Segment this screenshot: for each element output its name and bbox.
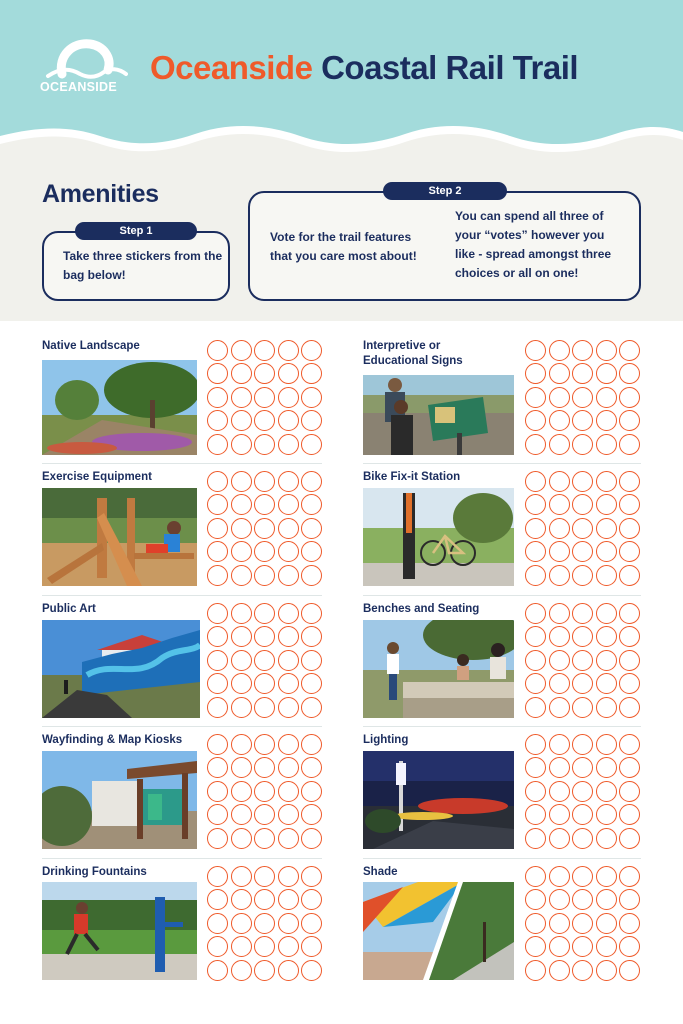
vote-circle[interactable] [596, 673, 617, 694]
vote-circle[interactable] [278, 697, 299, 718]
vote-circle[interactable] [254, 565, 275, 586]
vote-circle[interactable] [549, 936, 570, 957]
amenity-title: Bike Fix-it Station [363, 471, 461, 483]
vote-circle[interactable] [596, 889, 617, 910]
vote-circle[interactable] [231, 494, 252, 515]
vote-circle[interactable] [254, 828, 275, 849]
vote-circle[interactable] [278, 387, 299, 408]
vote-circle[interactable] [278, 603, 299, 624]
vote-circle[interactable] [525, 363, 546, 384]
vote-circle[interactable] [619, 541, 640, 562]
vote-circle[interactable] [596, 471, 617, 492]
vote-circle[interactable] [254, 518, 275, 539]
vote-circle[interactable] [572, 518, 593, 539]
vote-circle[interactable] [596, 757, 617, 778]
vote-circle[interactable] [254, 936, 275, 957]
vote-circle[interactable] [596, 866, 617, 887]
vote-circle[interactable] [572, 387, 593, 408]
vote-circle[interactable] [619, 434, 640, 455]
vote-circle[interactable] [207, 340, 228, 361]
vote-circle[interactable] [549, 603, 570, 624]
vote-circle[interactable] [254, 804, 275, 825]
vote-circle[interactable] [572, 757, 593, 778]
vote-circle[interactable] [207, 781, 228, 802]
vote-circle[interactable] [596, 340, 617, 361]
vote-circle[interactable] [301, 494, 322, 515]
vote-circle[interactable] [596, 960, 617, 981]
row-divider [42, 858, 322, 859]
row-divider [363, 595, 641, 596]
vote-circle[interactable] [254, 889, 275, 910]
vote-circle[interactable] [525, 494, 546, 515]
vote-circle[interactable] [572, 340, 593, 361]
vote-circle[interactable] [549, 565, 570, 586]
vote-circle[interactable] [231, 650, 252, 671]
vote-circle[interactable] [525, 697, 546, 718]
oceanside-logo [40, 38, 128, 98]
step1-label: Step 1 [75, 222, 197, 240]
vote-circle[interactable] [572, 565, 593, 586]
vote-circle[interactable] [301, 828, 322, 849]
vote-circle[interactable] [301, 734, 322, 755]
vote-circle[interactable] [301, 889, 322, 910]
vote-circle[interactable] [301, 626, 322, 647]
vote-circle[interactable] [301, 541, 322, 562]
vote-circle[interactable] [254, 340, 275, 361]
vote-circle[interactable] [278, 471, 299, 492]
vote-circle[interactable] [525, 471, 546, 492]
vote-circle[interactable] [231, 410, 252, 431]
vote-circle[interactable] [525, 889, 546, 910]
vote-circle[interactable] [207, 626, 228, 647]
title-trail: Coastal Rail Trail [321, 49, 579, 86]
vote-circle[interactable] [549, 960, 570, 981]
vote-circle[interactable] [278, 434, 299, 455]
row-divider [42, 726, 322, 727]
step2-text-left: Vote for the trail features that you care most about! [270, 230, 417, 263]
drinking-fountains-photo [42, 882, 197, 980]
vote-circle[interactable] [596, 913, 617, 934]
vote-circle[interactable] [596, 518, 617, 539]
vote-circle[interactable] [596, 697, 617, 718]
vote-circle[interactable] [207, 804, 228, 825]
vote-circle[interactable] [231, 340, 252, 361]
vote-circle[interactable] [254, 960, 275, 981]
vote-circle[interactable] [572, 913, 593, 934]
vote-circle[interactable] [207, 410, 228, 431]
vote-circle[interactable] [596, 541, 617, 562]
vote-circle[interactable] [525, 866, 546, 887]
vote-circle[interactable] [525, 960, 546, 981]
step2-label: Step 2 [383, 182, 507, 200]
vote-circle[interactable] [525, 565, 546, 586]
vote-circle[interactable] [619, 913, 640, 934]
row-divider [42, 595, 322, 596]
vote-circle[interactable] [572, 494, 593, 515]
vote-circle[interactable] [254, 697, 275, 718]
vote-circle[interactable] [549, 828, 570, 849]
vote-circle[interactable] [596, 734, 617, 755]
vote-circle[interactable] [619, 565, 640, 586]
vote-circle[interactable] [301, 913, 322, 934]
vote-circle[interactable] [549, 757, 570, 778]
vote-circle[interactable] [278, 757, 299, 778]
vote-circle[interactable] [525, 603, 546, 624]
vote-circle[interactable] [549, 804, 570, 825]
amenity-title: Public Art [42, 603, 96, 615]
vote-circle[interactable] [278, 518, 299, 539]
vote-circle[interactable] [254, 541, 275, 562]
vote-circle[interactable] [278, 673, 299, 694]
vote-circle[interactable] [301, 363, 322, 384]
amenity-title: Wayfinding & Map Kiosks [42, 734, 183, 746]
row-divider [363, 726, 641, 727]
vote-circle[interactable] [572, 650, 593, 671]
shade-photo [363, 882, 514, 980]
vote-circle[interactable] [301, 936, 322, 957]
vote-circle[interactable] [301, 673, 322, 694]
vote-circle[interactable] [278, 936, 299, 957]
vote-circle[interactable] [619, 828, 640, 849]
vote-circle[interactable] [572, 866, 593, 887]
vote-circle[interactable] [549, 410, 570, 431]
vote-circle[interactable] [619, 363, 640, 384]
vote-circle[interactable] [549, 781, 570, 802]
vote-circle[interactable] [301, 565, 322, 586]
vote-circle[interactable] [572, 673, 593, 694]
vote-circle[interactable] [301, 471, 322, 492]
vote-circle[interactable] [549, 494, 570, 515]
vote-circle[interactable] [254, 781, 275, 802]
vote-circle[interactable] [596, 410, 617, 431]
vote-circle[interactable] [619, 673, 640, 694]
vote-circle[interactable] [231, 387, 252, 408]
vote-circle[interactable] [301, 518, 322, 539]
vote-circle[interactable] [525, 626, 546, 647]
vote-circle[interactable] [207, 828, 228, 849]
vote-circle[interactable] [596, 626, 617, 647]
vote-circle[interactable] [301, 434, 322, 455]
exercise-equipment-photo [42, 488, 197, 586]
vote-circle[interactable] [231, 936, 252, 957]
vote-circle[interactable] [278, 410, 299, 431]
vote-circle[interactable] [254, 866, 275, 887]
vote-circle[interactable] [596, 650, 617, 671]
vote-circle[interactable] [525, 757, 546, 778]
vote-circle[interactable] [525, 828, 546, 849]
vote-circle[interactable] [254, 434, 275, 455]
vote-circle[interactable] [525, 387, 546, 408]
vote-circle[interactable] [596, 434, 617, 455]
vote-circle[interactable] [207, 471, 228, 492]
vote-circle[interactable] [549, 734, 570, 755]
vote-circle[interactable] [619, 936, 640, 957]
vote-circle[interactable] [207, 936, 228, 957]
vote-circle[interactable] [254, 387, 275, 408]
vote-circle[interactable] [254, 363, 275, 384]
vote-circle[interactable] [525, 434, 546, 455]
vote-circle[interactable] [619, 650, 640, 671]
row-divider [363, 858, 641, 859]
vote-circle[interactable] [254, 603, 275, 624]
vote-circle[interactable] [254, 626, 275, 647]
vote-circle[interactable] [207, 603, 228, 624]
vote-circle[interactable] [207, 960, 228, 981]
vote-circle[interactable] [207, 387, 228, 408]
vote-circle[interactable] [278, 781, 299, 802]
vote-circle[interactable] [596, 494, 617, 515]
vote-circle[interactable] [301, 757, 322, 778]
vote-circle[interactable] [619, 626, 640, 647]
vote-circle[interactable] [231, 673, 252, 694]
vote-circle[interactable] [525, 673, 546, 694]
vote-circle[interactable] [619, 866, 640, 887]
vote-circle[interactable] [572, 781, 593, 802]
vote-circle[interactable] [207, 494, 228, 515]
vote-circle[interactable] [596, 936, 617, 957]
vote-circle[interactable] [207, 913, 228, 934]
vote-circle[interactable] [231, 960, 252, 981]
amenity-title: Interpretive or Educational Signs [363, 340, 463, 367]
vote-circle[interactable] [549, 471, 570, 492]
vote-circle[interactable] [278, 363, 299, 384]
vote-circle[interactable] [525, 734, 546, 755]
vote-circle[interactable] [572, 434, 593, 455]
row-divider [363, 463, 641, 464]
vote-circle[interactable] [619, 697, 640, 718]
vote-circle[interactable] [231, 518, 252, 539]
vote-circle[interactable] [525, 913, 546, 934]
vote-circle[interactable] [254, 494, 275, 515]
vote-circle[interactable] [596, 804, 617, 825]
vote-circle[interactable] [278, 734, 299, 755]
vote-circle[interactable] [231, 565, 252, 586]
vote-circle[interactable] [525, 518, 546, 539]
vote-circle[interactable] [301, 781, 322, 802]
vote-circle[interactable] [231, 697, 252, 718]
native-landscape-photo [42, 360, 197, 455]
vote-circle[interactable] [207, 541, 228, 562]
amenity-title: Drinking Fountains [42, 866, 147, 878]
vote-circle[interactable] [231, 828, 252, 849]
vote-circle[interactable] [231, 626, 252, 647]
vote-circle[interactable] [596, 828, 617, 849]
amenity-title: Native Landscape [42, 340, 140, 352]
vote-circle[interactable] [572, 828, 593, 849]
vote-circle[interactable] [278, 565, 299, 586]
vote-circle[interactable] [619, 340, 640, 361]
vote-circle[interactable] [301, 410, 322, 431]
vote-circle[interactable] [525, 541, 546, 562]
vote-circle[interactable] [525, 340, 546, 361]
vote-circle[interactable] [619, 471, 640, 492]
vote-circle[interactable] [572, 410, 593, 431]
vote-circle[interactable] [549, 518, 570, 539]
step2-text-right: You can spend all three of your “votes” however you like - spread amongst three choices or all on one! [455, 209, 612, 280]
vote-circle[interactable] [207, 650, 228, 671]
page-title [150, 49, 578, 87]
vote-circle[interactable] [549, 363, 570, 384]
vote-circle[interactable] [572, 734, 593, 755]
vote-circle[interactable] [596, 603, 617, 624]
vote-circle[interactable] [619, 518, 640, 539]
vote-circle[interactable] [549, 434, 570, 455]
vote-circle[interactable] [596, 363, 617, 384]
vote-circle[interactable] [596, 565, 617, 586]
vote-circle[interactable] [301, 650, 322, 671]
vote-circle[interactable] [301, 340, 322, 361]
vote-circle[interactable] [254, 471, 275, 492]
amenity-title: Lighting [363, 734, 409, 746]
vote-circle[interactable] [549, 697, 570, 718]
vote-circle[interactable] [619, 804, 640, 825]
vote-circle[interactable] [278, 340, 299, 361]
vote-circle[interactable] [231, 757, 252, 778]
public-art-photo [42, 620, 200, 718]
vote-circle[interactable] [231, 781, 252, 802]
logo-wordmark: OCEANSIDE [40, 80, 118, 94]
vote-circle[interactable] [549, 673, 570, 694]
vote-circle[interactable] [231, 866, 252, 887]
vote-circle[interactable] [231, 603, 252, 624]
vote-circle[interactable] [231, 541, 252, 562]
benches-seating-photo [363, 620, 514, 718]
vote-circle[interactable] [254, 913, 275, 934]
vote-circle[interactable] [301, 603, 322, 624]
vote-circle[interactable] [278, 650, 299, 671]
vote-circle[interactable] [254, 673, 275, 694]
vote-circle[interactable] [572, 471, 593, 492]
vote-circle[interactable] [549, 541, 570, 562]
vote-circle[interactable] [301, 804, 322, 825]
vote-circle[interactable] [301, 960, 322, 981]
vote-circle[interactable] [278, 541, 299, 562]
vote-circle[interactable] [549, 387, 570, 408]
vote-circle[interactable] [254, 734, 275, 755]
vote-circle[interactable] [572, 541, 593, 562]
vote-circle[interactable] [278, 889, 299, 910]
vote-circle[interactable] [207, 565, 228, 586]
vote-circle[interactable] [231, 434, 252, 455]
vote-circle[interactable] [278, 494, 299, 515]
vote-circle[interactable] [619, 494, 640, 515]
vote-circle[interactable] [549, 866, 570, 887]
vote-circle[interactable] [231, 804, 252, 825]
vote-circle[interactable] [596, 781, 617, 802]
wayfinding-kiosk-photo [42, 751, 197, 849]
vote-circle[interactable] [572, 960, 593, 981]
vote-circle[interactable] [619, 889, 640, 910]
vote-circle[interactable] [619, 734, 640, 755]
amenity-title: Shade [363, 866, 398, 878]
vote-circle[interactable] [231, 913, 252, 934]
vote-circle[interactable] [572, 804, 593, 825]
wave-logo-icon [40, 38, 128, 82]
amenity-title: Exercise Equipment [42, 471, 152, 483]
vote-circle[interactable] [619, 757, 640, 778]
vote-circle[interactable] [525, 804, 546, 825]
vote-circle[interactable] [278, 913, 299, 934]
vote-circle[interactable] [572, 936, 593, 957]
vote-circle[interactable] [596, 387, 617, 408]
vote-circle[interactable] [207, 363, 228, 384]
interpretive-signs-photo [363, 375, 514, 455]
vote-circle[interactable] [207, 757, 228, 778]
vote-circle[interactable] [619, 603, 640, 624]
vote-circle[interactable] [207, 889, 228, 910]
vote-circle[interactable] [207, 434, 228, 455]
vote-circle[interactable] [549, 340, 570, 361]
amenity-title: Benches and Seating [363, 603, 480, 615]
row-divider [42, 463, 322, 464]
vote-circle[interactable] [231, 471, 252, 492]
vote-circle[interactable] [278, 960, 299, 981]
vote-circle[interactable] [254, 650, 275, 671]
title-city: Oceanside [150, 49, 313, 86]
lighting-photo [363, 751, 514, 849]
vote-circle[interactable] [549, 626, 570, 647]
vote-circle[interactable] [231, 889, 252, 910]
vote-circle[interactable] [207, 673, 228, 694]
vote-circle[interactable] [254, 757, 275, 778]
vote-circle[interactable] [254, 410, 275, 431]
vote-circle[interactable] [572, 626, 593, 647]
section-heading: Amenities [42, 180, 159, 208]
vote-circle[interactable] [525, 781, 546, 802]
vote-circle[interactable] [278, 828, 299, 849]
vote-circle[interactable] [525, 410, 546, 431]
vote-circle[interactable] [549, 889, 570, 910]
vote-circle[interactable] [278, 804, 299, 825]
vote-circle[interactable] [572, 697, 593, 718]
vote-circle[interactable] [572, 889, 593, 910]
vote-circle[interactable] [207, 866, 228, 887]
vote-circle[interactable] [549, 913, 570, 934]
vote-circle[interactable] [207, 697, 228, 718]
bike-fixit-station-photo [363, 488, 514, 586]
vote-circle[interactable] [619, 410, 640, 431]
vote-circle[interactable] [549, 650, 570, 671]
vote-circle[interactable] [301, 697, 322, 718]
vote-circle[interactable] [278, 866, 299, 887]
vote-circle[interactable] [572, 363, 593, 384]
vote-circle[interactable] [572, 603, 593, 624]
vote-circle[interactable] [207, 734, 228, 755]
vote-circle[interactable] [619, 960, 640, 981]
vote-circle[interactable] [231, 363, 252, 384]
vote-circle[interactable] [619, 781, 640, 802]
vote-circle[interactable] [619, 387, 640, 408]
vote-circle[interactable] [301, 387, 322, 408]
step1-text: Take three stickers from the bag below! [63, 249, 223, 282]
vote-circle[interactable] [231, 734, 252, 755]
vote-circle[interactable] [301, 866, 322, 887]
vote-circle[interactable] [525, 936, 546, 957]
vote-circle[interactable] [525, 650, 546, 671]
vote-circle[interactable] [207, 518, 228, 539]
vote-circle[interactable] [278, 626, 299, 647]
